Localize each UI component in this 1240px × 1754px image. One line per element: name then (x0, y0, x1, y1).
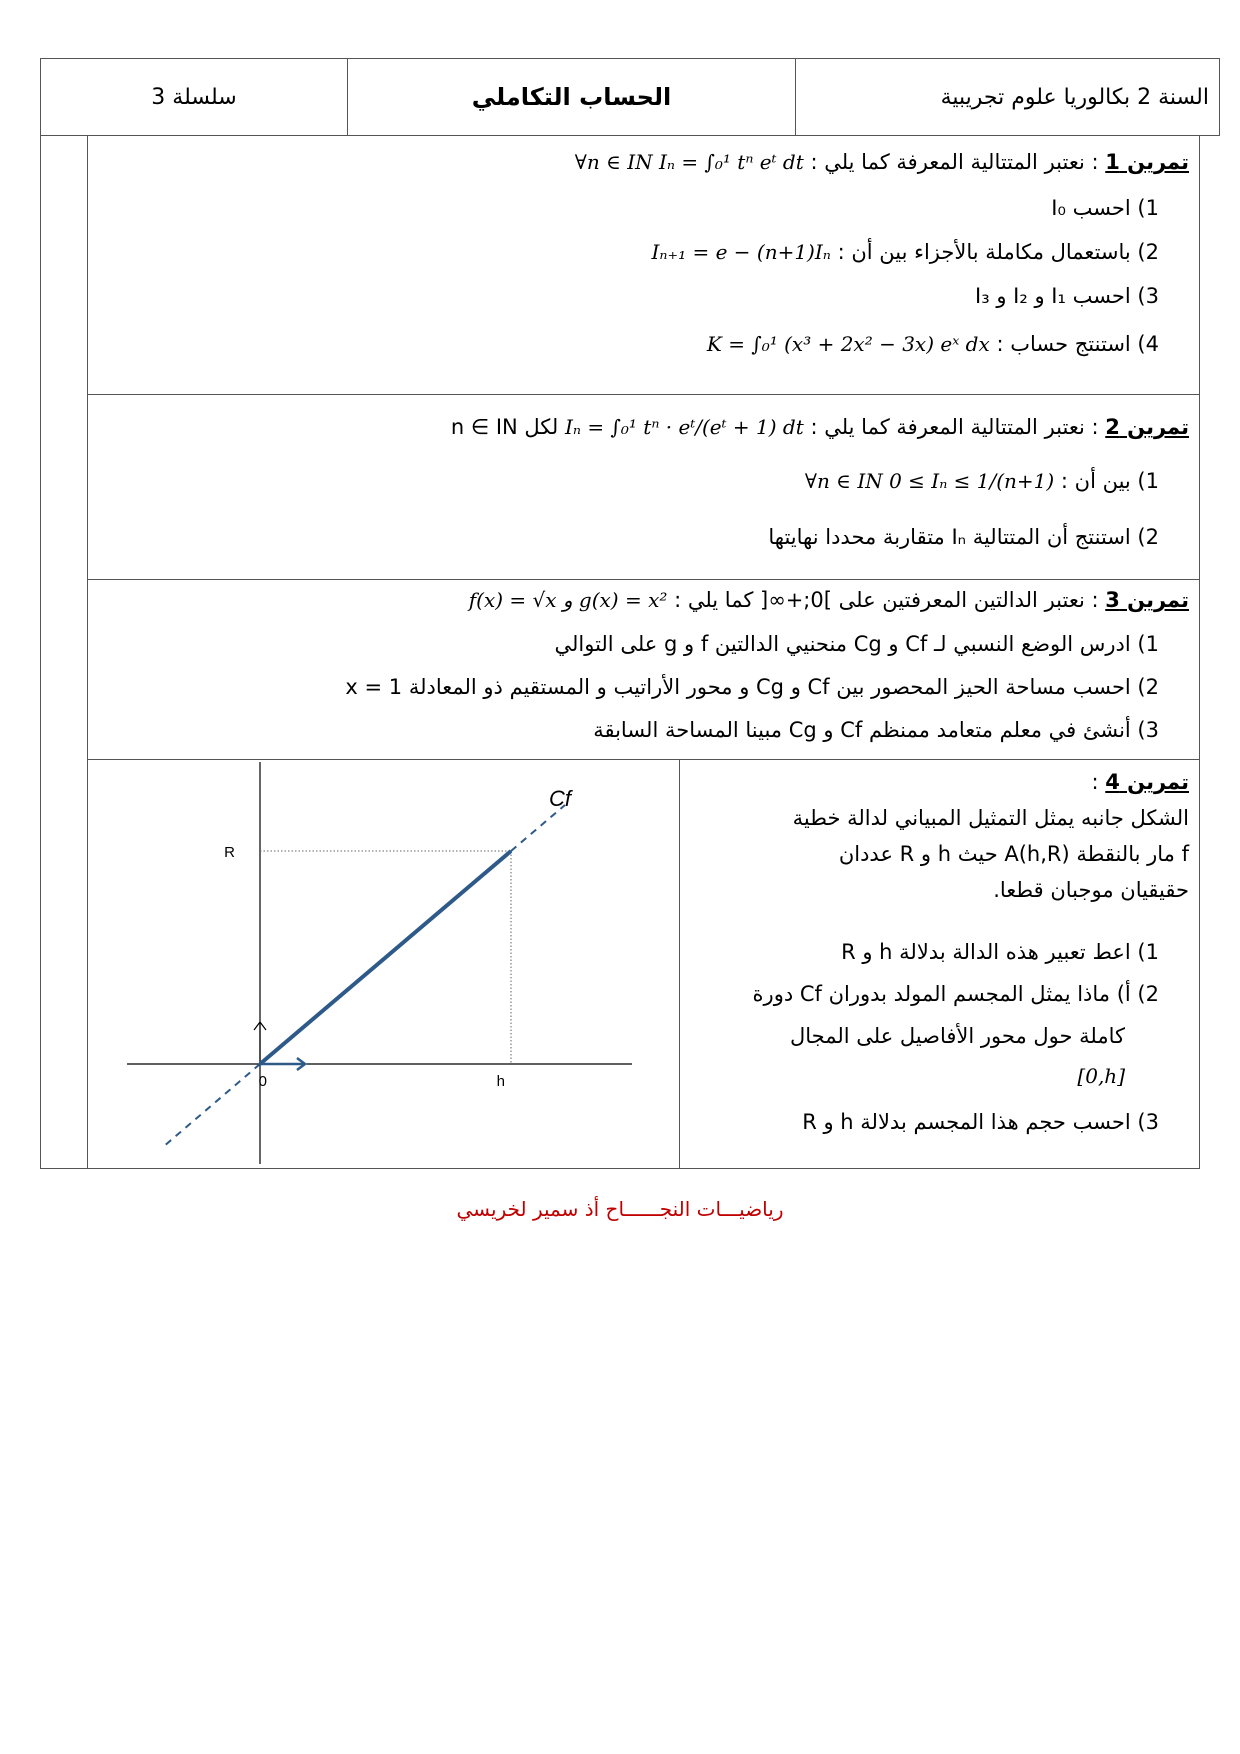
ex2-label: تمرين 2 (1105, 415, 1189, 439)
ex1-q2-text: 2) باستعمال مكاملة بالأجزاء بين أن : (837, 240, 1159, 264)
ex2-formula-suffix: لكل n ∈ IN (450, 415, 559, 439)
footer-credit: رياضيـــات النجــــــاح أذ سمير لخريسي (456, 1197, 784, 1221)
ex2-formula: Iₙ = ∫₀¹ tⁿ · eᵗ/(eᵗ + 1) dt (564, 415, 804, 439)
ex3-label: تمرين 3 (1105, 588, 1189, 612)
line-extension-right (511, 805, 565, 851)
ex3-q3: 3) أنشئ في معلم متعامد ممنظم Cf و Cg مبينا المساحة السابقة (593, 718, 1159, 742)
ex2-intro: : نعتبر المتتالية المعرفة كما يلي : (810, 415, 1099, 439)
segment-OA (260, 851, 511, 1064)
exercise-2 (87, 395, 1199, 580)
exercise-1 (87, 136, 1199, 395)
ex3-q1: 1) ادرس الوضع النسبي لـ Cf و Cg منحنيي الدالتين f و g على التوالي (554, 632, 1159, 656)
ex1-formula: ∀n ∈ IN Iₙ = ∫₀¹ tⁿ eᵗ dt (574, 150, 804, 174)
ex1-q4-formula: K = ∫₀¹ (x³ + 2x² − 3x) eˣ dx (706, 332, 990, 356)
ex1-q4-text: 4) استنتج حساب : (996, 332, 1159, 356)
ex4-colon: : (1091, 770, 1099, 794)
page-title: الحساب التكاملي (348, 59, 796, 136)
ex4-q2c: [0,h] (1077, 1064, 1125, 1088)
ex4-label: تمرين 4 (1105, 770, 1189, 794)
ex4-q3: 3) احسب حجم هذا المجسم بدلالة h و R (802, 1110, 1159, 1134)
origin-label: 0 (258, 1073, 267, 1090)
ex4-q2a: 2) أ) ماذا يمثل المجسم المولد بدوران Cf دورة (752, 982, 1159, 1006)
ex1-label: تمرين 1 (1105, 150, 1189, 174)
ex3-intro: : نعتبر الدالتين المعرفتين على ]0;+∞[ كما يلي : (674, 588, 1099, 612)
ex1-q2-formula: Iₙ₊₁ = e − (n+1)Iₙ (651, 240, 831, 264)
x-tick-label: h (496, 1073, 505, 1090)
ex4-line3: حقيقيان موجبان قطعا. (993, 878, 1189, 902)
ex3-formula: f(x) = √x و g(x) = x² (468, 588, 668, 612)
exercises-body (40, 136, 1200, 1169)
ex2-q1-text: 1) بين أن : (1060, 469, 1159, 493)
ex4-line1: الشكل جانبه يمثل التمثيل المبياني لدالة خطية (792, 806, 1189, 830)
y-tick-label: R (224, 844, 235, 861)
exercise-3 (87, 580, 1199, 760)
ex2-q2: 2) استنتج أن المتتالية Iₙ متقاربة محددا نهايتها (768, 525, 1159, 549)
ex4-q1: 1) اعط تعبير هذه الدالة بدلالة h و R (841, 940, 1159, 964)
ex4-statement (679, 764, 1189, 1140)
ex3-q2: 2) احسب مساحة الحيز المحصور بين Cf و Cg و محور الأراتيب و المستقيم ذو المعادلة x = 1 (345, 675, 1159, 699)
header-table (40, 58, 1220, 136)
worksheet (40, 58, 1209, 1169)
exercise-4 (87, 760, 1199, 1168)
class-level: السنة 2 بكالوريا علوم تجريبية (796, 59, 1220, 136)
ex4-graph (87, 760, 679, 1168)
curve-label: Cf (549, 786, 571, 811)
line-extension-left (163, 1064, 260, 1147)
ex4-line2: f مار بالنقطة A(h,R) حيث h و R عددان (838, 842, 1189, 866)
ex2-q1-formula: ∀n ∈ IN 0 ≤ Iₙ ≤ 1/(n+1) (804, 469, 1055, 493)
ex1-q3: 3) احسب I₁ و I₂ و I₃ (975, 284, 1159, 308)
series-number: سلسلة 3 (41, 59, 348, 136)
ex1-q1: 1) احسب I₀ (1051, 196, 1159, 220)
ex1-intro: : نعتبر المتتالية المعرفة كما يلي : (810, 150, 1099, 174)
ex4-q2b: كاملة حول محور الأفاصيل على المجال (789, 1024, 1125, 1048)
